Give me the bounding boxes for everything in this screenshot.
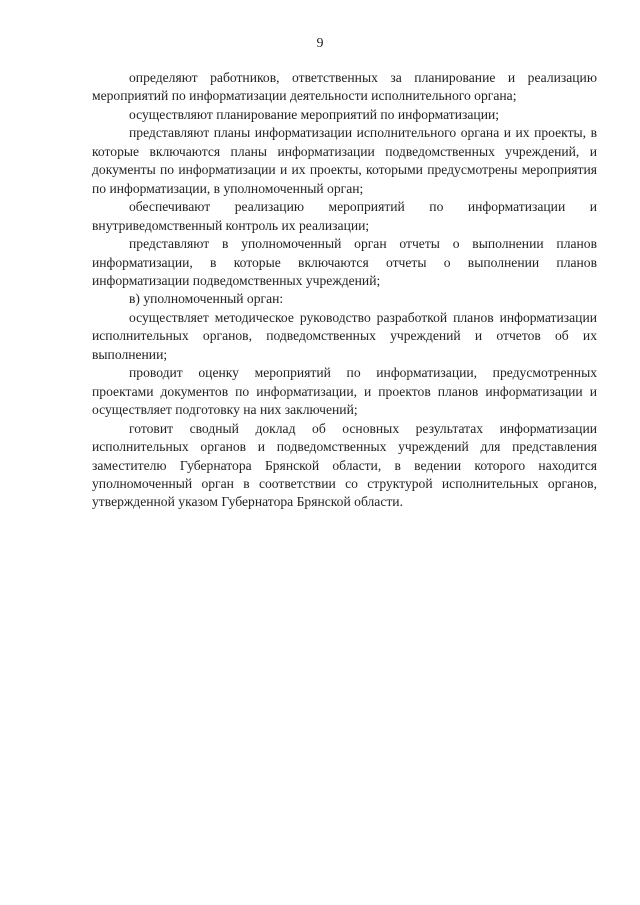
document-body [92,69,597,512]
paragraph-submit-plans: представляют планы информатизации исполнительного органа и их проекты, в которые включаются планы информатизации подведомственных учреждений, и документы по информатизации и их проекты, которыми предусмотрены мероприятия по информатизации, в уполномоченный орган; [92,125,597,196]
paragraph-define-responsible: определяют работников, ответственных за планирование и реализацию мероприятий по информатизации деятельности исполнительного органа; [92,70,597,104]
paragraph-authorized-body-heading: в) уполномоченный орган: [129,291,284,307]
paragraph-summary-report: готовит сводный доклад об основных результатах информатизации исполнительных органов и подведомственных учреждений для представления заместителю Губернатора Брянской области, в ведении которого находится уполномоченный орган в соответствии со структурой исполнительных органов, утвержденной указом Губернатора Брянской области. [92,420,597,510]
paragraph-ensure-implementation: обеспечивают реализацию мероприятий по информатизации и внутриведомственный контроль их реализации; [92,199,597,233]
paragraph-plan-activities: осуществляют планирование мероприятий по информатизации; [129,106,500,122]
paragraph-methodological-guidance: осуществляет методическое руководство разработкой планов информатизации исполнительных органов, подведомственных учреждений и отчетов об их выполнении; [92,309,597,362]
paragraph-evaluate-activities: проводит оценку мероприятий по информатизации, предусмотренных проектами документов по информатизации, и проектов планов информатизации и осуществляет подготовку на них заключений; [92,365,597,418]
paragraph-submit-reports: представляют в уполномоченный орган отчеты о выполнении планов информатизации, в которые включаются отчеты о выполнении планов информатизации подведомственных учреждений; [92,236,597,288]
page-number: 9 [316,36,324,51]
